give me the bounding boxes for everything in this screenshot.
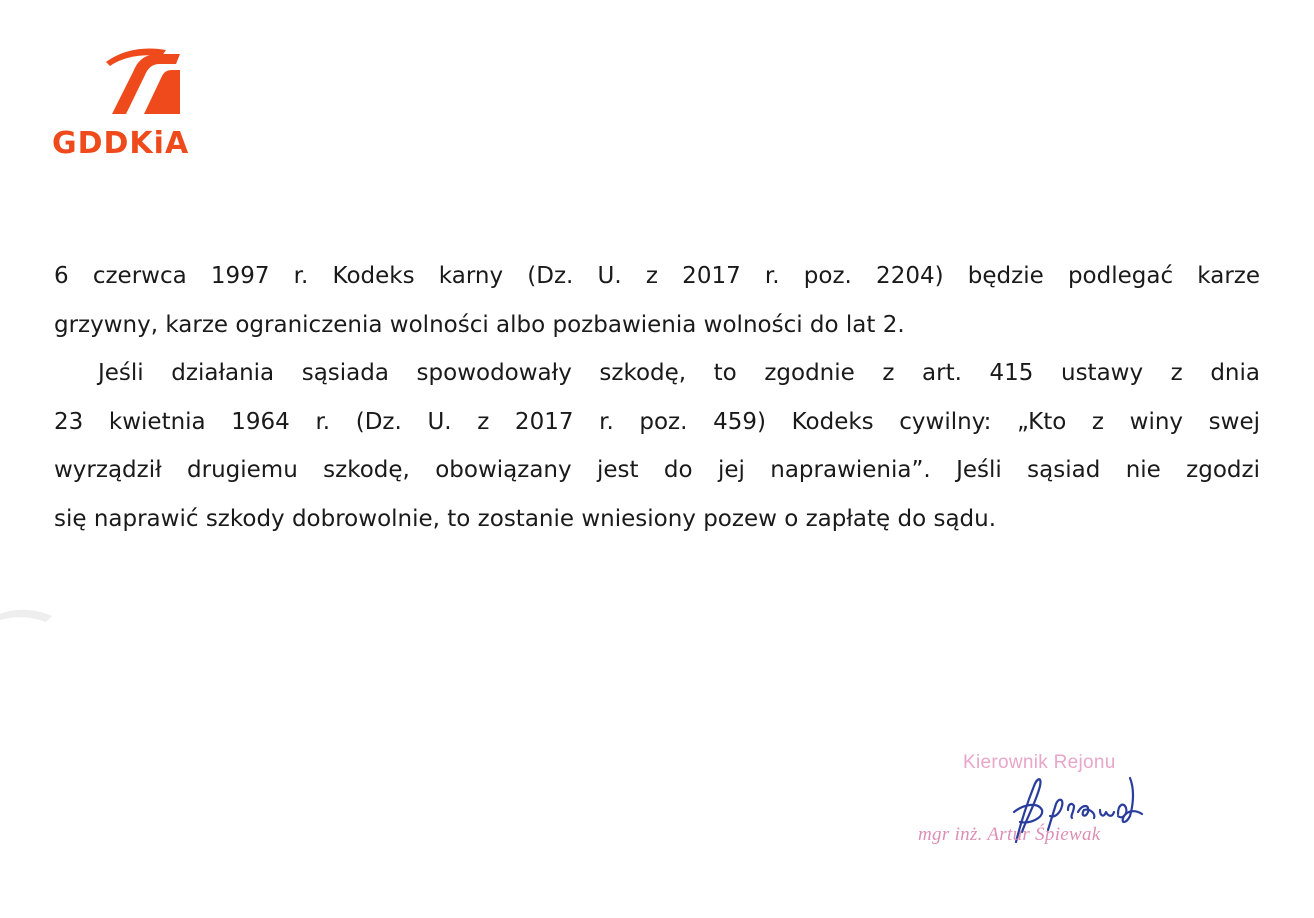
letter-body bbox=[54, 252, 1260, 543]
text-line: 6 czerwca 1997 r. Kodeks karny (Dz. U. z 2017 r. poz. 2204) będzie podlegać karze bbox=[54, 263, 1260, 289]
stamp-title: Kierownik Rejonu bbox=[963, 752, 1116, 773]
text-line: wyrządził drugiemu szkodę, obowiązany jest do jej naprawienia”. Jeśli sąsiad nie zgodzi bbox=[54, 457, 1260, 483]
signature-stamp bbox=[910, 746, 1200, 866]
text-line: się naprawić szkody dobrowolnie, to zostanie wniesiony pozew o zapłatę do sądu. bbox=[54, 505, 997, 532]
scan-artifact bbox=[0, 604, 60, 624]
stamp-name: mgr inż. Artur Śpiewak bbox=[918, 824, 1101, 845]
gddkia-logo bbox=[52, 48, 242, 168]
paragraph-1 bbox=[54, 252, 1260, 349]
logo-text: GDDKiA bbox=[52, 126, 190, 161]
text-line: 23 kwietnia 1964 r. (Dz. U. z 2017 r. poz. 459) Kodeks cywilny: „Kto z winy swej bbox=[54, 408, 1260, 435]
text-line: grzywny, karze ograniczenia wolności albo pozbawienia wolności do lat 2. bbox=[54, 311, 905, 338]
text-line: Jeśli działania sąsiada spowodowały szkodę, to zgodnie z art. 415 ustawy z dnia bbox=[98, 360, 1260, 386]
paragraph-2 bbox=[54, 349, 1260, 543]
road-logo-icon bbox=[104, 48, 184, 116]
